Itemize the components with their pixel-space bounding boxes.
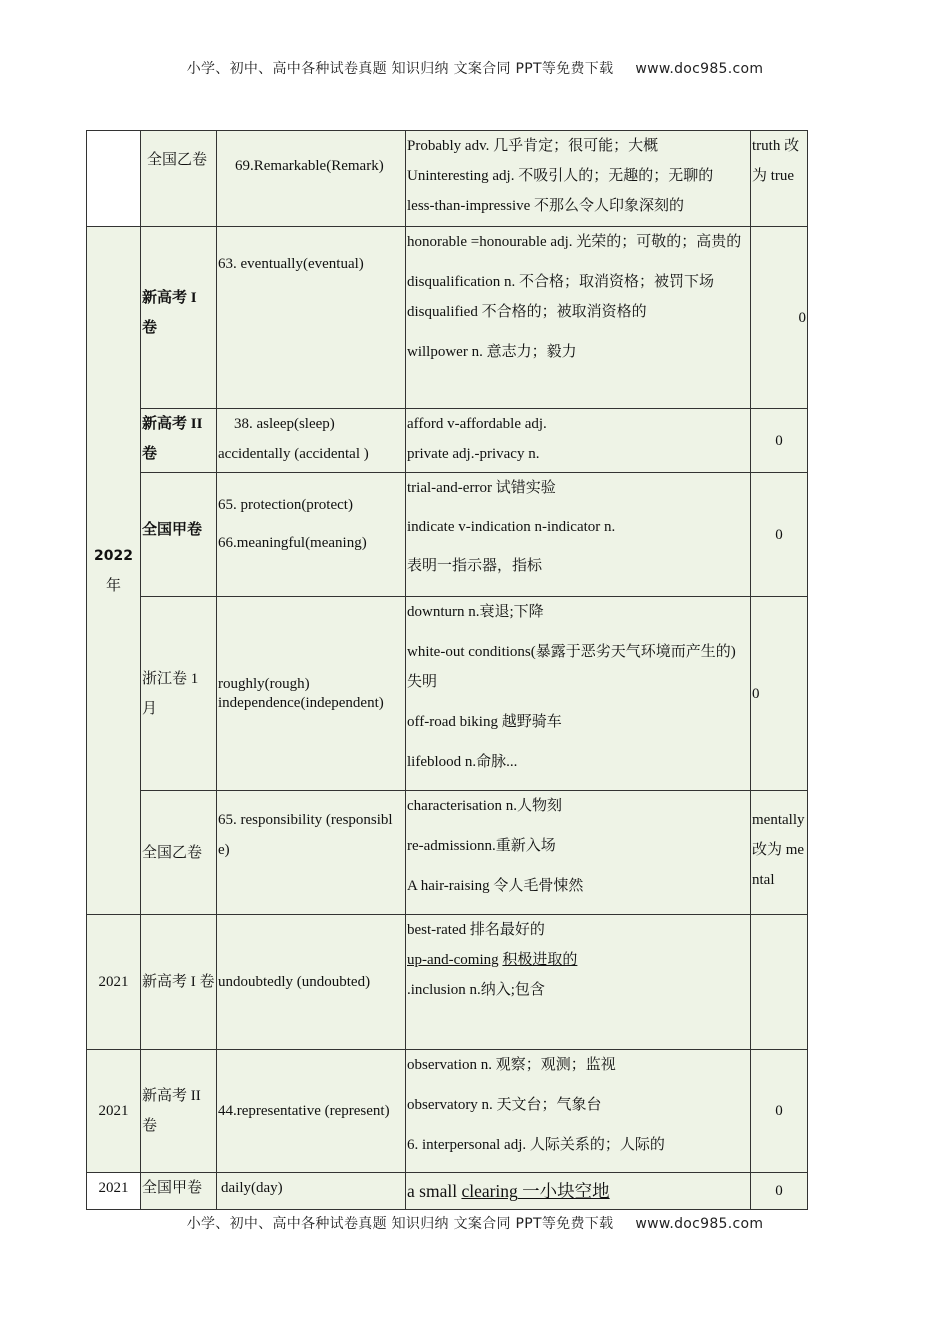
table-row bbox=[87, 473, 808, 597]
table-row bbox=[87, 131, 808, 227]
note-cell: mentally 改为 mental bbox=[751, 791, 808, 915]
paper-cell: 新高考 II 卷 bbox=[141, 1050, 217, 1173]
note-cell: 0 bbox=[751, 597, 808, 791]
word-cell: 63. eventually(eventual) bbox=[217, 227, 406, 409]
word-cell: 65. responsibility (responsible) bbox=[217, 791, 406, 915]
paper-cell: 浙江卷 1 月 bbox=[141, 597, 217, 791]
footer-url[interactable]: www.doc985.com bbox=[635, 1216, 764, 1232]
year-cell-empty bbox=[87, 131, 141, 227]
note-cell: 0 bbox=[751, 473, 808, 597]
word-cell: 65. protection(protect) 66.meaningful(meaning) bbox=[217, 473, 406, 597]
underlined-term: clearing bbox=[461, 1181, 518, 1201]
note-cell: 0 bbox=[751, 1050, 808, 1173]
note-cell: 0 bbox=[751, 409, 808, 473]
note-cell: 0 bbox=[751, 227, 808, 409]
vocab-cell: observation n. 观察；观测；监视 observatory n. 天文台；气象台 6. interpersonal adj. 人际关系的；人际的 bbox=[406, 1050, 751, 1173]
vocab-cell: honorable =honourable adj. 光荣的；可敬的；高贵的 disqualification n. 不合格；取消资格；被罚下场 disqualified 不合格的；被取消资格的 willpower n. 意志力；毅力 bbox=[406, 227, 751, 409]
paper-cell: 全国甲卷 bbox=[141, 473, 217, 597]
year-cell: 2021 bbox=[87, 915, 141, 1050]
vocab-cell: a small clearing 一小块空地 bbox=[406, 1173, 751, 1210]
year-cell: 2021 bbox=[87, 1050, 141, 1173]
vocab-cell: afford v-affordable adj. private adj.-privacy n. bbox=[406, 409, 751, 473]
table-row bbox=[87, 1173, 808, 1210]
vocabulary-table bbox=[86, 130, 808, 1210]
vocab-cell: downturn n.衰退;下降 white-out conditions(暴露于恶劣天气环境而产生的)失明 off-road biking 越野骑车 lifeblood n.命脉... bbox=[406, 597, 751, 791]
vocab-cell: Probably adv. 几乎肯定；很可能；大概 Uninteresting adj. 不吸引人的；无趣的；无聊的 less-than-impressive 不那么令人印象深刻的 bbox=[406, 131, 751, 227]
table-row bbox=[87, 597, 808, 791]
paper-cell: 全国甲卷 bbox=[141, 1173, 217, 1210]
page-footer bbox=[0, 1213, 950, 1233]
table-row bbox=[87, 1050, 808, 1173]
paper-cell: 新高考 I 卷 bbox=[141, 227, 217, 409]
page-header bbox=[0, 58, 950, 78]
vocab-cell: best-rated 排名最好的 up-and-coming 积极进取的 .inclusion n.纳入;包含 bbox=[406, 915, 751, 1050]
header-url[interactable]: www.doc985.com bbox=[635, 61, 764, 77]
year-cell-2022: 2022 年 bbox=[87, 227, 141, 915]
word-cell: 38. asleep(sleep) accidentally (accidental ) bbox=[217, 409, 406, 473]
table-row bbox=[87, 791, 808, 915]
vocab-cell: trial-and-error 试错实验 indicate v-indication n-indicator n. 表明一指示器，指标 bbox=[406, 473, 751, 597]
word-cell: undoubtedly (undoubted) bbox=[217, 915, 406, 1050]
table-row bbox=[87, 227, 808, 409]
paper-cell: 新高考 I 卷 bbox=[141, 915, 217, 1050]
word-cell: daily(day) bbox=[217, 1173, 406, 1210]
footer-text: 小学、初中、高中各种试卷真题 知识归纳 文案合同 PPT等免费下载 bbox=[186, 1216, 614, 1232]
word-cell: 44.representative (represent) bbox=[217, 1050, 406, 1173]
word-cell: roughly(rough) independence(independent) bbox=[217, 597, 406, 791]
header-text: 小学、初中、高中各种试卷真题 知识归纳 文案合同 PPT等免费下载 bbox=[186, 61, 614, 77]
paper-cell: 新高考 II 卷 bbox=[141, 409, 217, 473]
note-cell: 0 bbox=[751, 1173, 808, 1210]
table-row bbox=[87, 915, 808, 1050]
vocab-cell: characterisation n.人物刻 re-admissionn.重新入场 A hair-raising 令人毛骨悚然 bbox=[406, 791, 751, 915]
word-cell: 69.Remarkable(Remark) bbox=[217, 131, 406, 227]
underlined-term: up-and-coming bbox=[407, 952, 499, 968]
note-cell: truth 改为 true bbox=[751, 131, 808, 227]
note-cell bbox=[751, 915, 808, 1050]
paper-cell: 全国乙卷 bbox=[141, 791, 217, 915]
year-cell: 2021 bbox=[87, 1173, 141, 1210]
underlined-meaning: 积极进取的 bbox=[502, 952, 578, 968]
paper-cell: 全国乙卷 bbox=[141, 131, 217, 227]
table-row bbox=[87, 409, 808, 473]
